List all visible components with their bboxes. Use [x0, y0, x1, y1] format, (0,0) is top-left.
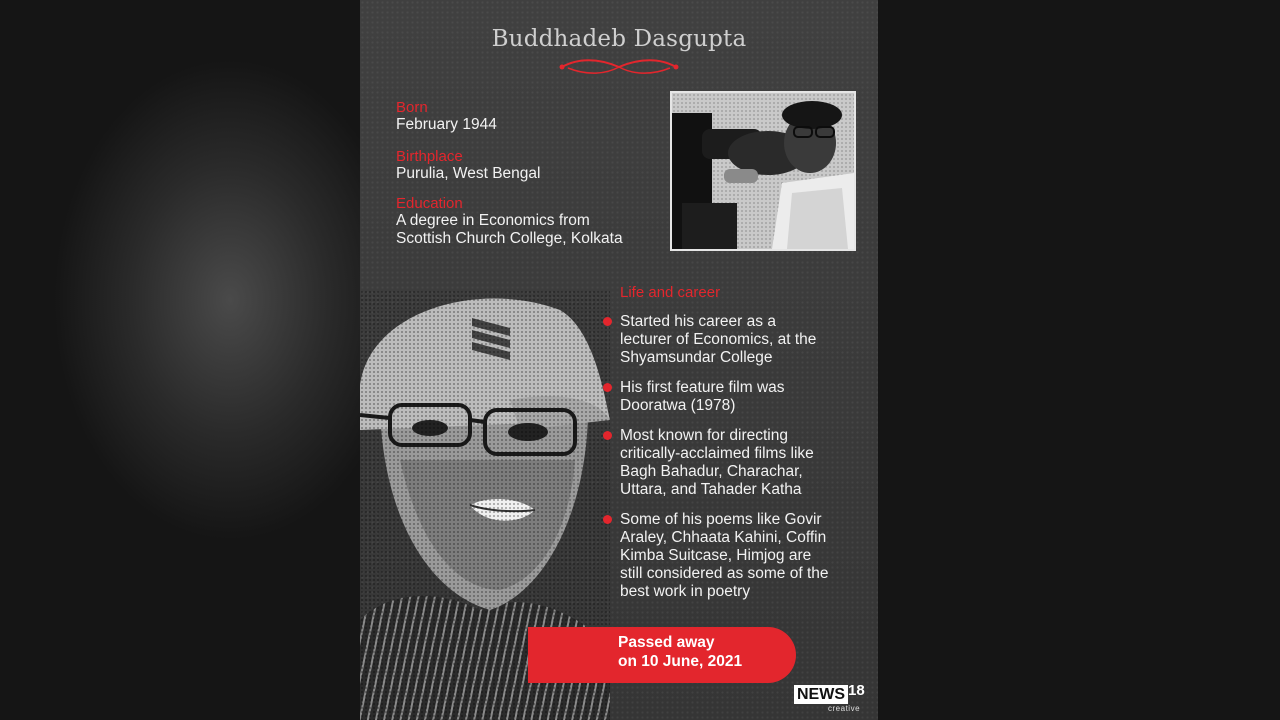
birthplace-label: Birthplace	[396, 148, 463, 165]
logo-sub: creative	[828, 704, 861, 713]
list-item-line: Dooratwa (1978)	[620, 397, 736, 414]
born-block	[396, 99, 497, 134]
bullet-dot-icon	[603, 317, 612, 326]
career-heading: Life and career	[620, 284, 721, 301]
list-item	[603, 379, 863, 415]
list-item-line: Bagh Bahadur, Charachar,	[620, 463, 803, 480]
page-title: Buddhadeb Dasgupta	[491, 26, 747, 52]
career-list	[603, 313, 863, 601]
bullet-dot-icon	[603, 431, 612, 440]
list-item-line: lecturer of Economics, at the	[620, 331, 817, 348]
passed-away-line1: Passed away	[618, 634, 715, 651]
list-item-line: best work in poetry	[620, 583, 751, 600]
list-item-line: Kimba Suitcase, Himjog are	[620, 547, 812, 564]
list-item-line: Uttara, and Tahader Katha	[620, 481, 802, 498]
education-label: Education	[396, 195, 463, 212]
bullet-dot-icon	[603, 515, 612, 524]
logo-word: NEWS	[794, 685, 848, 704]
list-item-line: still considered as some of the	[620, 565, 829, 582]
infographic-card	[360, 0, 878, 720]
news18-logo	[794, 683, 872, 715]
ornament-flourish-icon	[558, 56, 680, 78]
list-item-line: Some of his poems like Govir	[620, 511, 822, 528]
birthplace-block	[396, 148, 540, 183]
logo-number: 18	[848, 682, 865, 699]
list-item	[603, 427, 863, 499]
list-item-line: His first feature film was	[620, 379, 785, 396]
education-value-line1: A degree in Economics from	[396, 212, 590, 229]
education-value-line2: Scottish Church College, Kolkata	[396, 230, 623, 247]
passed-away-line2: on 10 June, 2021	[618, 653, 743, 670]
birthplace-value: Purulia, West Bengal	[396, 165, 541, 182]
list-item-line: critically-acclaimed films like	[620, 445, 814, 462]
list-item	[603, 313, 863, 367]
born-label: Born	[396, 99, 428, 116]
list-item-line: Araley, Chhaata Kahini, Coffin	[620, 529, 827, 546]
bullet-dot-icon	[603, 383, 612, 392]
passed-away-banner	[528, 627, 796, 683]
education-block	[396, 195, 623, 248]
camera-photo	[670, 91, 856, 251]
born-value: February 1944	[396, 116, 497, 133]
list-item	[603, 511, 863, 601]
list-item-line: Most known for directing	[620, 427, 788, 444]
list-item-line: Shyamsundar College	[620, 349, 773, 366]
list-item-line: Started his career as a	[620, 313, 776, 330]
